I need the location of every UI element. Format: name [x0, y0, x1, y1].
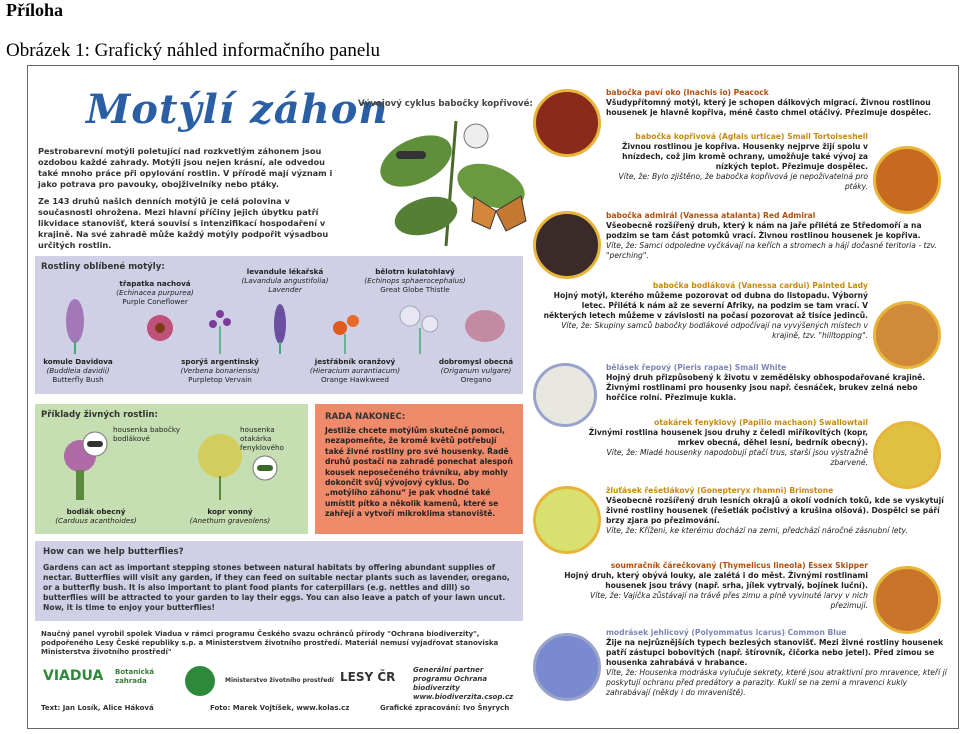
- species-did-you-know: Víte, že: Mladé housenky napodobují ptačí trus, starší jsou výstražně zbarvené.: [606, 448, 868, 467]
- intro-text: [38, 146, 343, 257]
- swallowtail-photo: [873, 421, 941, 489]
- species-red-admiral: [606, 211, 951, 261]
- hawkweed-icon: [333, 315, 359, 354]
- viadua-logo: VIADUA: [43, 668, 104, 684]
- plant-en-name: Great Globe Thistle: [380, 284, 450, 294]
- species-desc: Hojný druh přizpůsobený k životu v zemědělsky obhospodařované krajině. Živnými rostlinami pro housenky jsou např. česnáček, brukev zelná nebo hořčice rolní. Přezimuje kukla.: [606, 373, 926, 402]
- species-did-you-know: Víte, že: Vajíčka zůstávají na trávě přes zimu a plně vyvinuté larvy v nich přezimují.: [590, 591, 868, 610]
- species-small-white: [606, 363, 951, 403]
- food-box-title: Příklady živných rostlin:: [41, 410, 158, 420]
- species-desc: Všudypřítomný motýl, který je schopen dálkových migrací. Živnou rostlinou housenek je hlavně kopřiva, méně často chmel otáčivý. Přezimuje dospělec.: [606, 98, 932, 117]
- species-did-you-know: Víte, že: Kříženi, ke kterému dochází na zemi, předchází náročné zásnubní lety.: [606, 526, 908, 535]
- panel-footer: [35, 626, 523, 716]
- plant-cz-name: dobromysl obecná: [438, 357, 514, 366]
- plant-lat-name: (Buddleia davidii): [46, 365, 110, 375]
- species-name: babočka kopřivová (Aglais urticae) Small Tortoiseshell: [635, 132, 868, 141]
- species-desc: Hojný motýl, kterého můžeme pozorovat od dubna do listopadu. Výborný letec. Přilétá k nám až ze severní Afriky, na podzim se tam vrací. V některých letech můžeme v závislosti na počasí pozorovat až tisíce jedinců.: [543, 291, 868, 320]
- species-name: otakárek fenyklový (Papilio machaon) Swallowtail: [654, 418, 868, 427]
- plant-cz-name: bodlák obecný: [66, 507, 126, 516]
- plant-lat-name: (Anethum graveolens): [189, 515, 271, 525]
- plant-en-name: Purpletop Vervain: [188, 374, 252, 384]
- species-did-you-know: Víte, že: Housenka modráska vylučuje sekrety, které jsou atraktivní pro mravence, kteří jí poskytují ochranu před predátory a parazity. Kuklí se na zemi a mravenci kukly zahrabávají (někdy i do mraveniště).: [606, 668, 947, 697]
- figure-caption: Obrázek 1: Grafický náhled informačního panelu: [6, 40, 381, 61]
- plant-en-name: Orange Hawkweed: [321, 374, 389, 384]
- plant-en-name: Butterfly Bush: [52, 374, 104, 384]
- panel-title: Motýlí záhon: [86, 86, 389, 133]
- species-name: žluťásek řešetlákový (Gonepteryx rhamni) Brimstone: [606, 486, 834, 495]
- oregano-icon: [465, 310, 505, 342]
- plant-en-name: Purple Coneflower: [122, 296, 188, 306]
- species-did-you-know: Víte, že: Samci odpoledne vyčkávají na keřích a stromech a hájí dočasné teritoria - tzv. "perching".: [606, 241, 937, 260]
- species-name: babočka paví oko (Inachis io) Peacock: [606, 88, 769, 97]
- plant-cz-name: levandule lékařská: [246, 267, 324, 276]
- species-common-blue: [606, 628, 951, 698]
- help-title: How can we help butterflies?: [43, 547, 184, 557]
- species-desc: Žije na nejrůznějších typech bezlesých stanovišť. Mezi živné rostliny housenek patří zástupci bobovitých (např. štírovník, čičorka nebo jetel). Před zimou se housenka zahrabává v hrabance.: [606, 638, 944, 667]
- plants-illustration: [35, 296, 523, 354]
- plant-cz-name: třapatka nachová: [119, 279, 191, 288]
- advice-text: Jestliže chcete motýlům skutečně pomoci, nezapomeňte, že kromě květů potřebují také živné rostliny pro své housenky. Řadě druhů postačí na zahradě ponechat alespoň kousek neposečeného trávníku, aby mohly dokončit svůj vývojový cyklus. Do „motýlího záhonu“ je pak vhodné také umístit pítko a několik kamenů, které se zahřejí a vytvoří mikroklima stanoviště.: [325, 426, 513, 519]
- small-tortoiseshell-photo: [873, 146, 941, 214]
- species-name: modrásek jehlicový (Polyommatus icarus) Common Blue: [606, 628, 847, 637]
- text-credit: Text: Jan Losík, Alice Háková: [41, 704, 154, 712]
- species-did-you-know: Víte, že: Bylo zjištěno, že babočka kopřivová je nepoživatelná pro ptáky.: [618, 172, 868, 191]
- caterpillar-icon: [253, 456, 277, 480]
- plant-label-oregano: [430, 358, 522, 384]
- species-name: babočka bodláková (Vanessa cardui) Painted Lady: [652, 281, 868, 290]
- species-painted-lady: [538, 281, 868, 341]
- plant-cz-name: komule Davidova: [43, 357, 113, 366]
- intro-paragraph-1: Pestrobarevní motýli poletující nad rozkvetlým záhonem jsou ozdobou každé zahrady. Motýli jsou nejen krásní, ale odvedou také mnoho práce při opylování rostlin. V přírodě mají význam i jako potrava pro pavouky, obojživelníky nebo ptáky.: [38, 146, 333, 189]
- plant-lat-name: (Lavandula angustifolia): [241, 275, 329, 285]
- ministry-logo: Ministerstvo životního prostředí: [225, 677, 334, 684]
- essex-skipper-photo: [873, 566, 941, 634]
- species-swallowtail: [588, 418, 868, 468]
- plant-label-hawkweed: [300, 358, 410, 384]
- species-desc: Všeobecně rozšířený druh lesních okrajů a okolí vodních toků, kde se vyskytují živné rostliny housenek (řešetlák počistivý a krušina olšová). Dospělci se páří brzy zjara po přezimování.: [606, 496, 944, 525]
- species-name: babočka admirál (Vanessa atalanta) Red Admiral: [606, 211, 816, 220]
- help-box: [35, 541, 523, 621]
- food-caption-2: housenka otakárka fenyklového: [240, 425, 284, 452]
- food-plants-box: [35, 404, 308, 534]
- plant-lat-name: (Echinacea purpurea): [116, 287, 194, 297]
- general-partner-text: Generální partner programu Ochrana biodiverzity www.biodiverzita.csop.cz: [413, 666, 514, 701]
- plant-label-lavender: [230, 268, 340, 294]
- species-brimstone: [606, 486, 951, 536]
- botanic-garden-logo: Botanická zahrada: [115, 668, 155, 685]
- buddleia-icon: [66, 299, 84, 354]
- species-desc: Živnou rostlinou je kopřiva. Housenky nejprve žijí spolu v hnízdech, což jim kromě ochrany, umožňuje také vývoj za nízkých teplot. Přezimuje dospělec.: [622, 142, 868, 171]
- plant-lat-name: (Hieracium aurantiacum): [309, 365, 401, 375]
- dill-icon: [198, 434, 242, 500]
- painted-lady-photo: [873, 301, 941, 369]
- species-did-you-know: Víte, že: Skupiny samců babočky bodlákové odpočívají na vyvýšených místech v krajině, tzv. "hilltopping".: [561, 321, 868, 340]
- lavender-icon: [274, 304, 286, 354]
- favorite-plants-box: [35, 256, 523, 394]
- plant-cz-name: jestřábník oranžový: [314, 357, 396, 366]
- red-admiral-photo: [533, 211, 601, 279]
- advice-box: [315, 404, 523, 534]
- page-heading: Příloha: [6, 0, 63, 20]
- species-small-tortoiseshell: [618, 132, 868, 192]
- plant-label-verbena: [165, 358, 275, 384]
- plant-cz-name: sporýš argentinský: [181, 357, 259, 366]
- life-cycle-illustration: [356, 111, 536, 246]
- species-essex-skipper: [558, 561, 868, 611]
- species-name: bělásek řepový (Pieris rapae) Small White: [606, 363, 787, 372]
- plant-label-buddleia: [37, 358, 119, 384]
- lesy-cr-logo: LESY ČR: [340, 670, 396, 684]
- food-caption-1: housenka babočky bodlákové: [113, 425, 180, 443]
- plant-lat-name: (Origanum vulgare): [440, 365, 512, 375]
- plant-lat-name: (Echinops sphaerocephalus): [364, 275, 466, 285]
- echinacea-icon: [147, 315, 173, 341]
- food-plant-label-2: [175, 508, 285, 526]
- species-name: soumračník čárečkovaný (Thymelicus lineola) Essex Skipper: [610, 561, 868, 570]
- brimstone-photo: [533, 486, 601, 554]
- plant-cz-name: kopr vonný: [207, 507, 253, 516]
- plant-cz-name: bělotrn kulatohlavý: [375, 267, 455, 276]
- graphic-credit: Grafické zpracování: Ivo Šnyrych: [380, 704, 510, 712]
- info-panel-image: [27, 65, 959, 729]
- plant-en-name: Lavender: [268, 284, 302, 294]
- advice-title: RADA NAKONEC:: [325, 412, 406, 422]
- food-plant-label-1: [41, 508, 151, 526]
- photo-credit: Foto: Marek Vojtíšek, www.kolas.cz: [210, 704, 350, 712]
- caterpillar-icon: [83, 432, 107, 456]
- plant-lat-name: (Verbena bonariensis): [180, 365, 260, 375]
- plant-label-echinops: [355, 268, 475, 294]
- plants-box-title: Rostliny oblíbené motýly:: [41, 262, 165, 272]
- species-peacock: [606, 88, 951, 118]
- plant-lat-name: (Carduus acanthoides): [55, 515, 137, 525]
- peacock-photo: [533, 89, 601, 157]
- csop-logo-icon: [185, 666, 215, 696]
- help-text: Gardens can act as important stepping stones between natural habitats by offering abundant supplies of nectar. Butterflies will visit any garden, if they can feed on suitable nectar plants such as lavender, oregano, or a butterfly bush. It is also important to plant food plants for caterpillars (e.g. nettles and dill) so butterflies will be attracted to your garden to lay their eggs. You can also leave a patch of your lawn uncut. Now, it is time to enjoy your butterflies!: [43, 563, 510, 612]
- species-desc: Hojný druh, který obývá louky, ale zalétá i do měst. Živnými rostlinami housenek jsou trávy (např. srha, jílek vytrvalý, bojínek luční).: [564, 571, 868, 590]
- species-desc: Živnými rostlina housenek jsou druhy z čeledi miříkovitých (kopr, mrkev obecná, děhel lesní, bedrník obecný).: [588, 428, 868, 447]
- species-desc: Všeobecně rozšířený druh, který k nám na jaře přilétá ze Středomoří a na podzim se tam část potomků vrací. Živnou rostlinou housenek je kopřiva.: [606, 221, 922, 240]
- cycle-title: Vývojový cyklus babočky kopřivové:: [358, 99, 533, 109]
- plant-en-name: Oregano: [460, 374, 492, 384]
- common-blue-photo: [533, 633, 601, 701]
- intro-paragraph-2: Ze 143 druhů našich denních motýlů je celá polovina v současnosti ohrožena. Mezi hlavní příčiny jejich úbytku patří likvidace stanovišť, která souvisí s intenzifikací hospodaření v krajině. Na své zahradě může každý motýly podpořit výsadbou určitých rostlin.: [38, 196, 329, 250]
- footer-credit: Naučný panel vyrobil spolek Viadua v rámci programu Českého svazu ochránců přírody "Ochrana biodiverzity", podpořeného Lesy České republiky s.p. a Ministerstvem životního prostředí. Materiál nemusí vyjadřovat stanoviska Ministerstva životního prostředí": [41, 630, 499, 656]
- verbena-icon: [209, 310, 231, 354]
- echinops-icon: [400, 306, 438, 354]
